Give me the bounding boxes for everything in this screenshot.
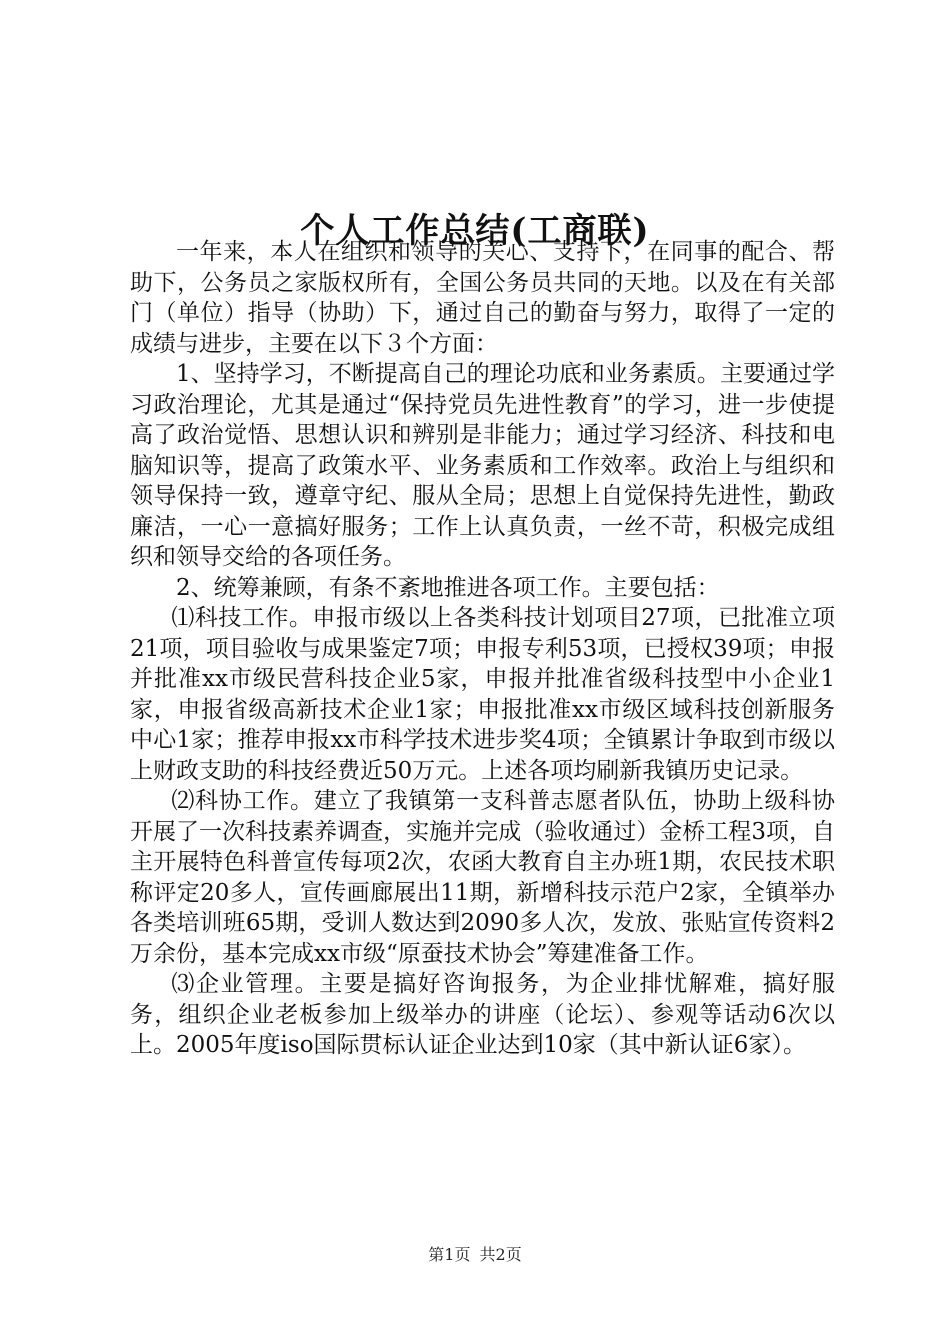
section-1-paragraph: 1、坚持学习，不断提高自己的理论功底和业务素质。主要通过学习政治理论，尤其是通过“保持党员先进性教育”的学习，进一步使提高了政治觉悟、思想认识和辨别是非能力；通过学习经济、科技和电脑知识等，提高了政策水平、业务素质和工作效率。政治上与组织和领导保持一致，遵章守纪、服从全局；思想上自觉保持先进性，勤政廉洁，一心一意搞好服务；工作上认真负责，一丝不苛，积极完成组织和领导交给的各项任务。 (130, 361, 835, 570)
page-total: 共2页 (479, 1245, 522, 1264)
page-footer (0, 1244, 950, 1266)
document-body (130, 237, 835, 1061)
page-number: 第1页 (428, 1245, 471, 1264)
item-enterprise-management-paragraph: ⑶企业管理。主要是搞好咨询报务，为企业排忧解难，搞好服务，组织企业老板参加上级举办的讲座（论坛）、参观等话动6次以上。2005年度iso国际贯标认证企业达到10家（其中新认证6家）。 (130, 971, 835, 1058)
section-2-heading: 2、统筹兼顾，有条不紊地推进各项工作。主要包括： (176, 574, 720, 601)
item-tech-work-paragraph: ⑴科技工作。申报市级以上各类科技计划项目27项，已批准立项21项，项目验收与成果鉴定7项；申报专利53项，已授权39项；申报并批准xx市级民营科技企业5家，申报并批准省级科技型中小企业1家，申报省级高新技术企业1家；申报批准xx市级区域科技创新服务中心1家；推荐申报xx市科学技术进步奖4项；全镇累计争取到市级以上财政支助的科技经费近50万元。上述各项均刷新我镇历史记录。 (130, 605, 835, 784)
document-title: 个人工作总结(工商联) (300, 210, 650, 251)
item-science-association-paragraph: ⑵科协工作。建立了我镇第一支科普志愿者队伍，协助上级科协开展了一次科技素养调查，实施并完成（验收通过）金桥工程3项，自主开展特色科普宣传每项2次，农函大教育自主办班1期，农民技术职称评定20多人，宣传画廊展出11期，新增科技示范户2家，全镇举办各类培训班65期，受训人数达到2090多人次，发放、张贴宣传资料2万余份，基本完成xx市级“原蚕技术协会”筹建准备工作。 (130, 788, 835, 967)
intro-paragraph: 一年来，本人在组织和领导的关心、支持下，在同事的配合、帮助下，公务员之家版权所有，全国公务员共同的天地。以及在有关部门（单位）指导（协助）下，通过自己的勤奋与努力，取得了一定的成绩与进步，主要在以下３个方面： (130, 239, 835, 357)
